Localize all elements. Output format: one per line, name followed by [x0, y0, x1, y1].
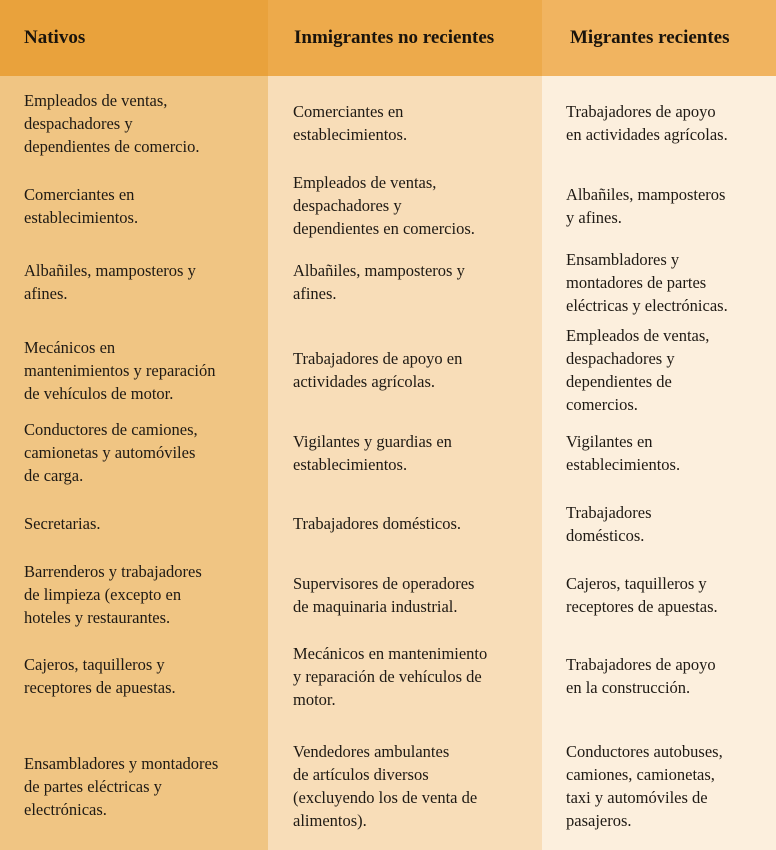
cell-text: Conductores de camiones, camionetas y automóviles de carga. [24, 420, 198, 485]
cell-text: Empleados de ventas, despachadores y dependientes en comercios. [293, 173, 475, 238]
cell-text: Empleados de ventas, despachadores y dependientes de comercio. [24, 90, 200, 156]
cell-text: Vigilantes y guardias en establecimientos. [293, 431, 452, 474]
cell-text: Secretarias. [24, 514, 101, 533]
header-migrantes-recientes: Migrantes recientes [542, 0, 776, 76]
cell-text: Supervisores de operadores de maquinaria industrial. [293, 573, 475, 616]
cell-text: Ensambladores y montadores de partes eléctricas y electrónicas. [24, 753, 219, 819]
table-cell [268, 722, 542, 850]
cell-text: Trabajadores de apoyo en la construcción. [566, 655, 716, 697]
cell-text: Albañiles, mamposteros y afines. [293, 261, 465, 303]
cell-text: Albañiles, mamposteros y afines. [566, 184, 726, 227]
table-cell [268, 488, 542, 559]
cell-text: Ensambladores y montadores de partes eléctricas y electrónicas. [566, 249, 728, 315]
cell-text: Comerciantes en establecimientos. [293, 102, 408, 144]
cell-text: Empleados de ventas, despachadores y dependientes de comercios. [566, 326, 710, 414]
table-cell [268, 241, 542, 323]
table-cell [542, 488, 776, 559]
table-cell [268, 170, 542, 241]
table-cell [542, 323, 776, 417]
cell-text: Barrenderos y trabajadores de limpieza (excepto en hoteles y restaurantes. [24, 562, 202, 627]
cell-text: Trabajadores domésticos. [566, 502, 652, 545]
table-cell [0, 417, 268, 488]
table-cell [268, 76, 542, 170]
cell-text: Trabajadores domésticos. [293, 514, 462, 533]
table-cell [268, 417, 542, 488]
table-cell [268, 559, 542, 630]
table-cell [0, 241, 268, 323]
table-cell [542, 170, 776, 241]
cell-text: Trabajadores de apoyo en actividades agrícolas. [566, 102, 728, 144]
table-cell [268, 630, 542, 722]
table-cell [0, 559, 268, 630]
header-nativos: Nativos [0, 0, 268, 76]
cell-text: Albañiles, mamposteros y afines. [24, 261, 196, 303]
cell-text: Conductores autobuses, camiones, camionetas, taxi y automóviles de pasajeros. [566, 742, 723, 830]
cell-text: Mecánicos en mantenimientos y reparación de vehículos de motor. [24, 337, 216, 403]
table-cell [542, 559, 776, 630]
table-cell [0, 76, 268, 170]
table-cell [542, 630, 776, 722]
table-cell [0, 488, 268, 559]
cell-text: Trabajadores de apoyo en actividades agrícolas. [293, 349, 463, 391]
table-cell [542, 241, 776, 323]
table-cell [542, 722, 776, 850]
cell-text: Vigilantes en establecimientos. [566, 431, 681, 474]
cell-text: Mecánicos en mantenimiento y reparación de vehículos de motor. [293, 643, 488, 709]
cell-text: Vendedores ambulantes de artículos diversos (excluyendo los de venta de alimentos). [293, 742, 478, 830]
cell-text: Comerciantes en establecimientos. [24, 184, 139, 227]
table-cell [268, 323, 542, 417]
table-cell [542, 417, 776, 488]
table-cell [542, 76, 776, 170]
cell-text: Cajeros, taquilleros y receptores de apuestas. [566, 573, 718, 616]
header-inmigrantes-no-recientes: Inmigrantes no recientes [268, 0, 542, 76]
table-cell [0, 170, 268, 241]
cell-text: Cajeros, taquilleros y receptores de apuestas. [24, 655, 176, 697]
table-cell [0, 323, 268, 417]
table-cell [0, 722, 268, 850]
table-cell [0, 630, 268, 722]
